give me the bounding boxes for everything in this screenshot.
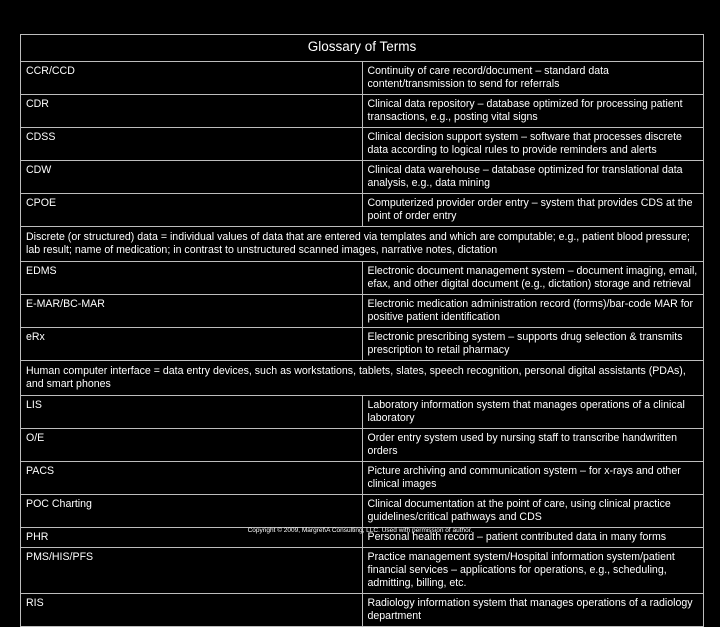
glossary-definition: Radiology information system that manages operations of a radiology department bbox=[362, 594, 704, 627]
glossary-term: PMS/HIS/PFS bbox=[21, 548, 363, 594]
glossary-row bbox=[21, 161, 704, 194]
glossary-definition: Clinical documentation at the point of care, using clinical practice guidelines/critical pathways and CDS bbox=[362, 495, 704, 528]
glossary-row bbox=[21, 429, 704, 462]
glossary-row bbox=[21, 594, 704, 627]
glossary-definition: Laboratory information system that manages operations of a clinical laboratory bbox=[362, 396, 704, 429]
glossary-definition: Clinical decision support system – software that processes discrete data according to logical rules to provide reminders and alerts bbox=[362, 128, 704, 161]
glossary-row bbox=[21, 295, 704, 328]
glossary-term: LIS bbox=[21, 396, 363, 429]
glossary-definition: Order entry system used by nursing staff to transcribe handwritten orders bbox=[362, 429, 704, 462]
glossary-row bbox=[21, 462, 704, 495]
glossary-note-row bbox=[21, 361, 704, 396]
glossary-definition: Clinical data warehouse – database optimized for translational data analysis, e.g., data mining bbox=[362, 161, 704, 194]
glossary-term: O/E bbox=[21, 429, 363, 462]
glossary-definition: Computerized provider order entry – system that provides CDS at the point of order entry bbox=[362, 194, 704, 227]
copyright-footer: Copyright © 2009, Margret\A Consulting, LLC. Used with permission of author. bbox=[247, 527, 473, 534]
glossary-term: PACS bbox=[21, 462, 363, 495]
glossary-term: EDMS bbox=[21, 262, 363, 295]
glossary-term: POC Charting bbox=[21, 495, 363, 528]
glossary-definition: Personal health record – patient contributed data in many forms bbox=[362, 528, 704, 548]
glossary-definition: Electronic document management system – document imaging, email, efax, and other digital document (e.g., dictation) storage and retrieval bbox=[362, 262, 704, 295]
glossary-term: CCR/CCD bbox=[21, 62, 363, 95]
glossary-note-row bbox=[21, 227, 704, 262]
glossary-definition: Electronic medication administration record (forms)/bar-code MAR for positive patient identification bbox=[362, 295, 704, 328]
glossary-definition: Clinical data repository – database optimized for processing patient transactions, e.g., posting vital signs bbox=[362, 95, 704, 128]
glossary-term: RIS bbox=[21, 594, 363, 627]
glossary-note: Human computer interface = data entry devices, such as workstations, tablets, slates, speech recognition, personal digital assistants (PDAs), and smart phones bbox=[21, 361, 704, 396]
glossary-term: CDR bbox=[21, 95, 363, 128]
glossary-slide bbox=[20, 34, 704, 627]
glossary-term: CDSS bbox=[21, 128, 363, 161]
glossary-row bbox=[21, 495, 704, 528]
glossary-table bbox=[20, 34, 704, 627]
glossary-row bbox=[21, 128, 704, 161]
glossary-term: PHR bbox=[21, 528, 363, 548]
glossary-row bbox=[21, 62, 704, 95]
title-row bbox=[21, 35, 704, 62]
glossary-definition: Continuity of care record/document – standard data content/transmission to send for referrals bbox=[362, 62, 704, 95]
glossary-definition: Practice management system/Hospital information system/patient financial services – applications for operations, e.g., scheduling, admitting, billing, etc. bbox=[362, 548, 704, 594]
glossary-row bbox=[21, 262, 704, 295]
page-title: Glossary of Terms bbox=[21, 35, 704, 62]
glossary-term: E-MAR/BC-MAR bbox=[21, 295, 363, 328]
glossary-term: CPOE bbox=[21, 194, 363, 227]
glossary-row bbox=[21, 328, 704, 361]
glossary-row bbox=[21, 194, 704, 227]
glossary-row bbox=[21, 95, 704, 128]
glossary-definition: Picture archiving and communication system – for x-rays and other clinical images bbox=[362, 462, 704, 495]
glossary-row bbox=[21, 548, 704, 594]
glossary-term: eRx bbox=[21, 328, 363, 361]
glossary-definition: Electronic prescribing system – supports drug selection & transmits prescription to retail pharmacy bbox=[362, 328, 704, 361]
glossary-note: Discrete (or structured) data = individual values of data that are entered via templates and which are computable; e.g., patient blood pressure; lab result; name of medication; in contrast to unstructured scanned images, narrative notes, dictation bbox=[21, 227, 704, 262]
glossary-term: CDW bbox=[21, 161, 363, 194]
glossary-row bbox=[21, 396, 704, 429]
